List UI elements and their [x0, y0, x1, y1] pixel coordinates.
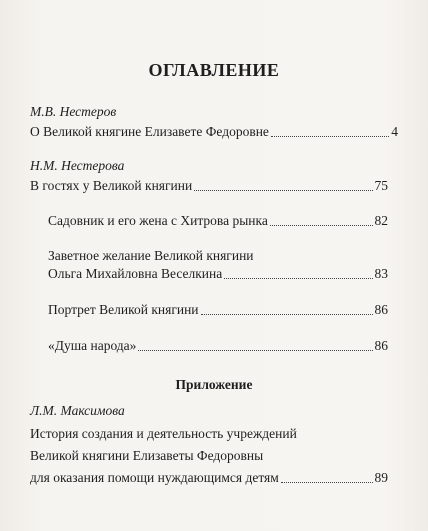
entry-title: для оказания помощи нуждающимся детям [30, 470, 279, 485]
entry-page: 86 [374, 338, 388, 353]
author-maksimova: Л.М. Максимова [30, 403, 125, 418]
entry-title: О Великой княгине Елизавете Федоровне [30, 124, 269, 139]
entry-page: 4 [391, 124, 398, 139]
author-nesterova: Н.М. Нестерова [30, 158, 125, 173]
dot-leader [138, 350, 372, 351]
entry-page: 86 [374, 302, 388, 317]
dot-leader [281, 482, 373, 483]
dot-leader [201, 314, 373, 315]
entry-title: В гостях у Великой княгини [30, 178, 193, 193]
toc-entry[interactable] [48, 213, 388, 229]
dot-leader [194, 190, 372, 191]
dot-leader [271, 136, 389, 137]
entry-page: 83 [374, 266, 388, 281]
author-nesterov: М.В. Нестеров [30, 104, 117, 119]
entry-title: Портрет Великой княгини [48, 302, 199, 317]
toc-entry[interactable] [30, 178, 388, 194]
toc-entry[interactable] [48, 302, 388, 318]
dot-leader [224, 278, 372, 279]
toc-entry[interactable] [30, 470, 388, 486]
entry-page: 89 [374, 470, 388, 485]
entry-page: 75 [374, 178, 388, 193]
entry-title: Ольга Михайловна Веселкина [48, 266, 223, 281]
page-title: ОГЛАВЛЕНИЕ [148, 60, 280, 80]
entry-page: 82 [374, 213, 388, 228]
entry-title-line[interactable]: Великой княгини Елизаветы Федоровны [30, 448, 264, 463]
entry-title: «Душа народа» [48, 338, 137, 353]
appendix-heading: Приложение [175, 377, 253, 392]
toc-entry[interactable] [48, 338, 388, 354]
entry-title-line[interactable]: История создания и деятельность учреждений [30, 426, 297, 441]
toc-entry[interactable] [48, 266, 388, 282]
entry-title-line[interactable]: Заветное желание Великой княгини [48, 248, 254, 263]
dot-leader [270, 225, 373, 226]
toc-entry[interactable] [30, 124, 398, 140]
entry-title: Садовник и его жена с Хитрова рынка [48, 213, 268, 228]
